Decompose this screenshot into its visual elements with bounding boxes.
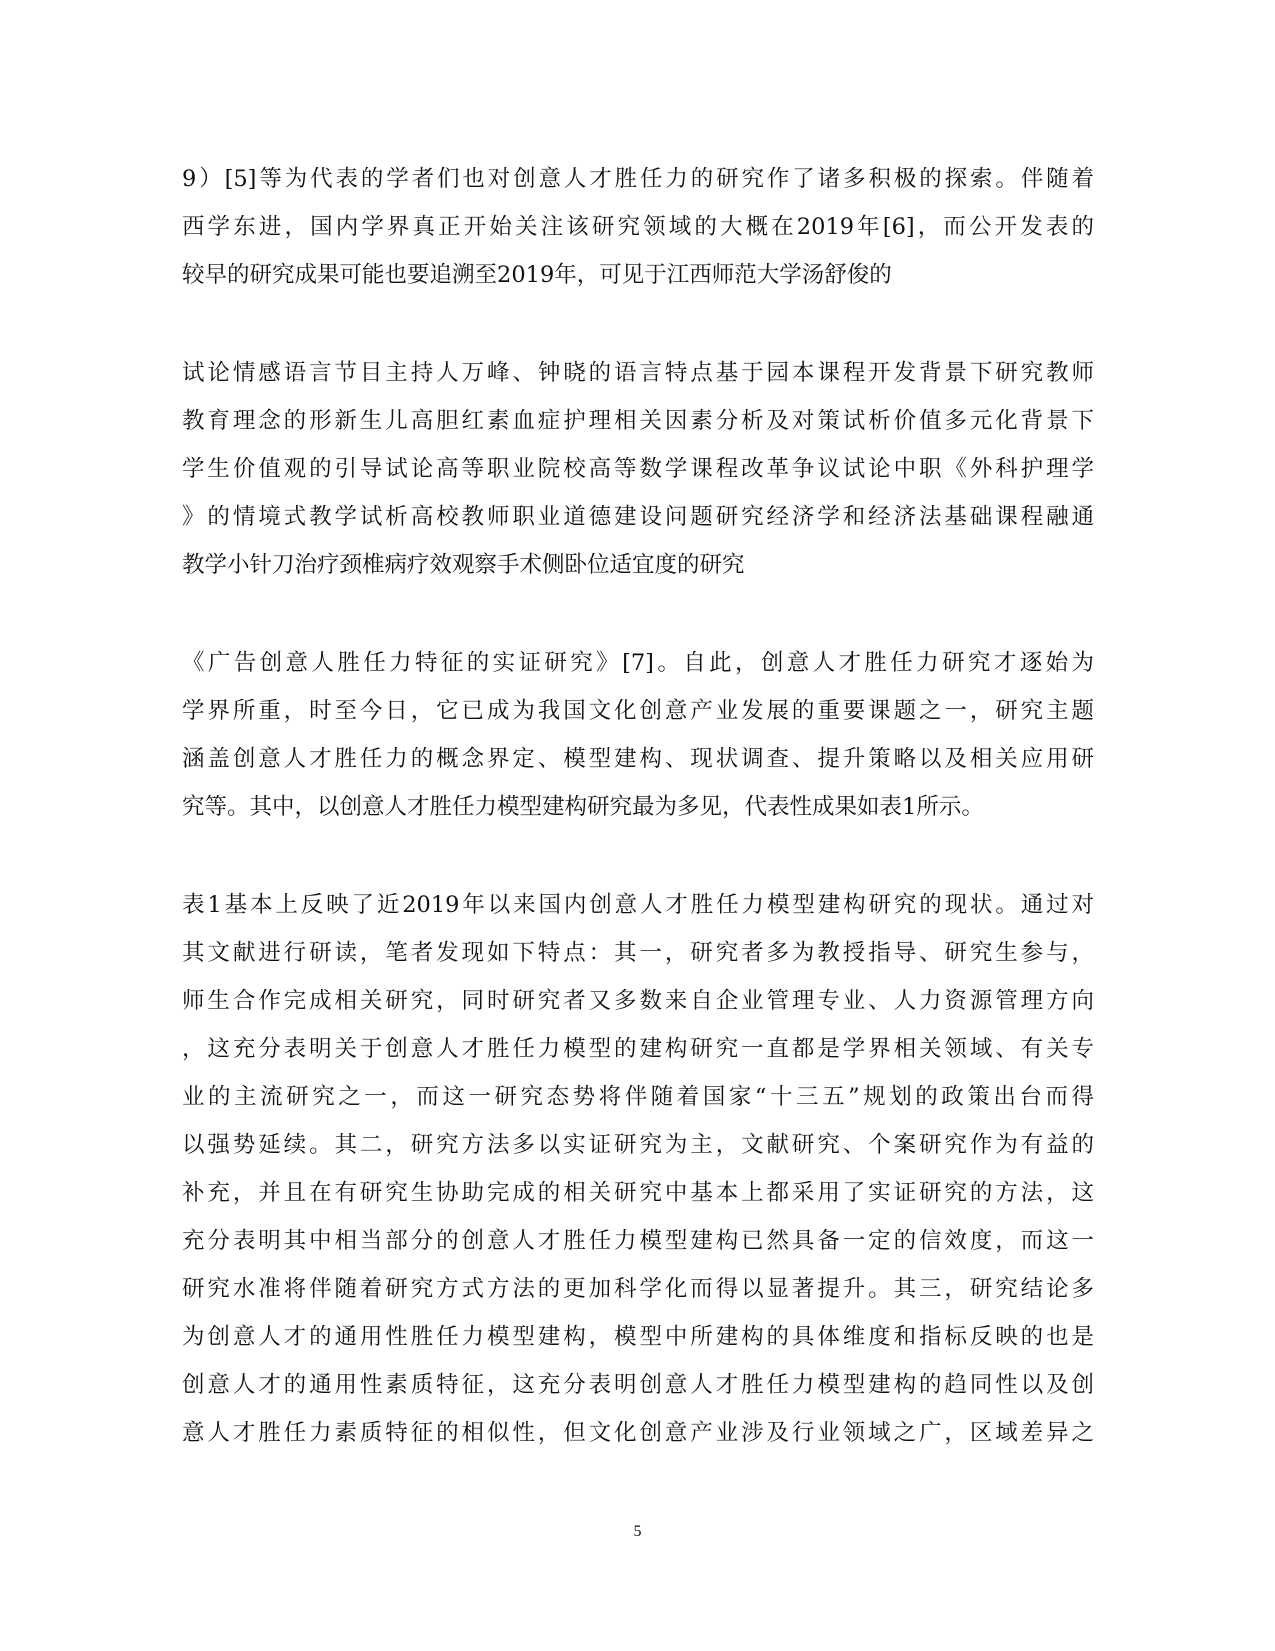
text-line: 》的情境式教学试析高校教师职业道德建设问题研究经济学和经济法基础课程融通 — [182, 504, 1094, 530]
paragraph-gap — [182, 299, 1094, 349]
text-line: 师生合作完成相关研究，同时研究者又多数来自企业管理专业、人力资源管理方向 — [182, 988, 1094, 1014]
paragraph-1 — [182, 155, 1094, 299]
text-line: 为创意人才的通用性胜任力模型建构，模型中所建构的具体维度和指标反映的也是 — [182, 1324, 1094, 1350]
text-line: 研究水准将伴随着研究方式方法的更加科学化而得以显著提升。其三，研究结论多 — [182, 1276, 1094, 1302]
body-text — [182, 155, 1094, 1457]
text-line: 以强势延续。其二，研究方法多以实证研究为主，文献研究、个案研究作为有益的 — [182, 1132, 1094, 1158]
text-line: 其文献进行研读，笔者发现如下特点：其一，研究者多为教授指导、研究生参与， — [182, 940, 1094, 966]
text-line: 西学东进，国内学界真正开始关注该研究领域的大概在2019年[6]，而公开发表的 — [182, 214, 1094, 240]
text-line: 创意人才的通用性素质特征，这充分表明创意人才胜任力模型建构的趋同性以及创 — [182, 1372, 1094, 1398]
text-line: 《广告创意人胜任力特征的实证研究》[7]。自此，创意人才胜任力研究才逐始为 — [182, 650, 1094, 676]
text-line: 学生价值观的引导试论高等职业院校高等数学课程改革争议试论中职《外科护理学 — [182, 456, 1094, 482]
paragraph-gap — [182, 831, 1094, 881]
text-line: ，这充分表明关于创意人才胜任力模型的建构研究一直都是学界相关领域、有关专 — [182, 1036, 1094, 1062]
text-line: 学界所重，时至今日，它已成为我国文化创意产业发展的重要课题之一，研究主题 — [182, 698, 1094, 724]
text-line: 补充，并且在有研究生协助完成的相关研究中基本上都采用了实证研究的方法，这 — [182, 1180, 1094, 1206]
text-line: 较早的研究成果可能也要追溯至2019年，可见于江西师范大学汤舒俊的 — [182, 262, 892, 288]
text-line: 表1基本上反映了近2019年以来国内创意人才胜任力模型建构研究的现状。通过对 — [182, 892, 1094, 918]
text-line: 充分表明其中相当部分的创意人才胜任力模型建构已然具备一定的信效度，而这一 — [182, 1228, 1094, 1254]
text-line: 教学小针刀治疗颈椎病疗效观察手术侧卧位适宜度的研究 — [182, 552, 745, 578]
text-line: 9）[5]等为代表的学者们也对创意人才胜任力的研究作了诸多积极的探索。伴随着 — [182, 166, 1094, 192]
paragraph-gap — [182, 589, 1094, 639]
text-line: 业的主流研究之一，而这一研究态势将伴随着国家“十三五”规划的政策出台而得 — [182, 1084, 1094, 1110]
paragraph-3 — [182, 639, 1094, 831]
text-line: 教育理念的形新生儿高胆红素血症护理相关因素分析及对策试析价值多元化背景下 — [182, 408, 1094, 434]
paragraph-4 — [182, 881, 1094, 1457]
page-number: 5 — [633, 1523, 642, 1540]
text-line: 涵盖创意人才胜任力的概念界定、模型建构、现状调查、提升策略以及相关应用研 — [182, 746, 1094, 772]
paragraph-2 — [182, 349, 1094, 589]
text-line: 究等。其中，以创意人才胜任力模型建构研究最为多见，代表性成果如表1所示。 — [182, 794, 984, 820]
text-line: 试论情感语言节目主持人万峰、钟晓的语言特点基于园本课程开发背景下研究教师 — [182, 360, 1094, 386]
text-line: 意人才胜任力素质特征的相似性，但文化创意产业涉及行业领域之广，区域差异之 — [182, 1420, 1094, 1446]
